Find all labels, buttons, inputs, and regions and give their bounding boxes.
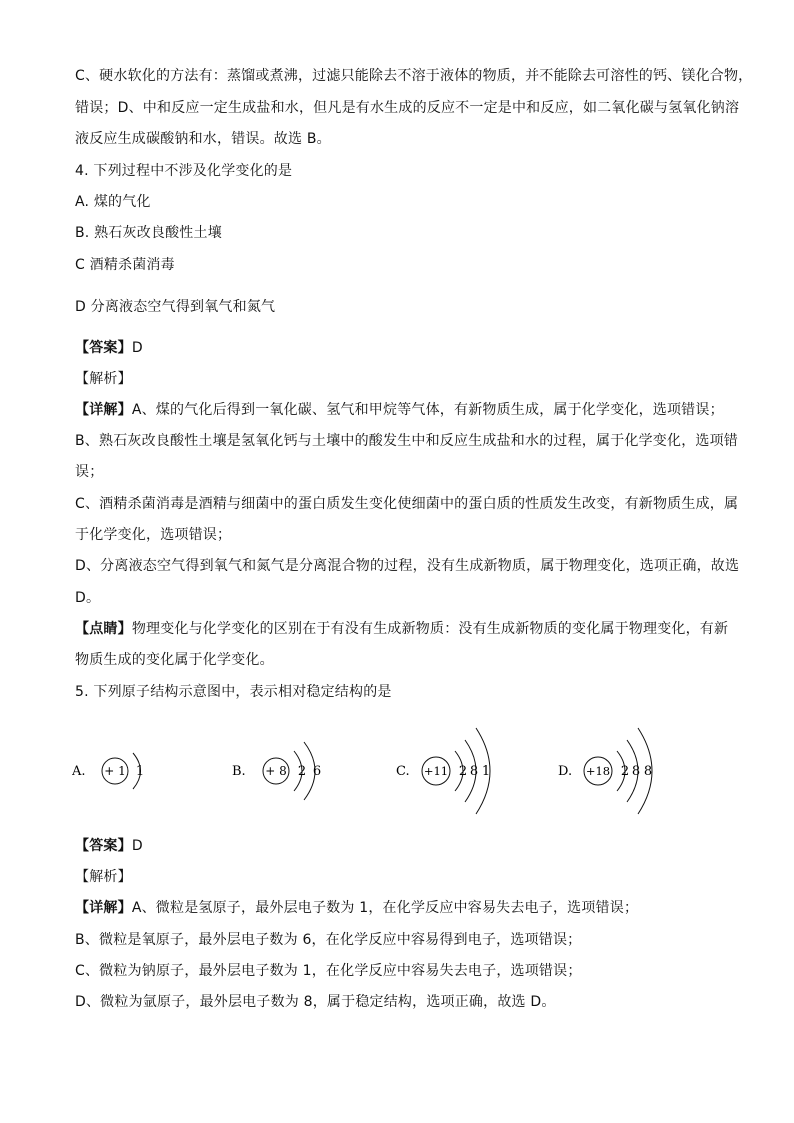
answer-tag: 【答案】 bbox=[75, 838, 132, 854]
shell-electron-count: 2 bbox=[458, 764, 468, 779]
nucleus-charge: + 8 bbox=[265, 764, 287, 778]
q4-detail-line-2: B、熟石灰改良酸性土壤是氢氧化钙与土壤中的酸发生中和反应生成盐和水的过程，属于化学变化，选项错 bbox=[75, 433, 739, 449]
atom-diagram-b bbox=[232, 722, 342, 822]
shell-electron-count: 1 bbox=[481, 764, 491, 779]
q4-detail-line-3: 误； bbox=[75, 464, 104, 480]
shell-electron-count: 8 bbox=[469, 764, 479, 779]
shell-electron-count: 1 bbox=[135, 764, 145, 779]
q4-detail-line-6: D、分离液态空气得到氧气和氮气是分离混合物的过程，没有生成新物质，属于物理变化，选项正确，故选 bbox=[75, 558, 740, 574]
shell-electron-count: 8 bbox=[631, 764, 641, 779]
nucleus-charge: +18 bbox=[585, 764, 611, 778]
q5-answer bbox=[75, 836, 143, 856]
q4-detail-line-4: C、酒精杀菌消毒是酒精与细菌中的蛋白质发生变化使细菌中的蛋白质的性质发生改变，有新物质生成，属 bbox=[75, 496, 739, 512]
q5-detail-line-4: D、微粒为氩原子，最外层电子数为 8，属于稳定结构，选项正确，故选 D。 bbox=[75, 994, 556, 1010]
q5-stem: 5. 下列原子结构示意图中，表示相对稳定结构的是 bbox=[75, 684, 392, 700]
q4-option-d: D 分离液态空气得到氧气和氮气 bbox=[75, 299, 276, 315]
detail-tag: 【详解】 bbox=[75, 402, 132, 418]
atom-label: B. bbox=[232, 764, 246, 779]
detail-text: A、煤的气化后得到一氧化碳、氢气和甲烷等气体，有新物质生成，属于化学变化，选项错误； bbox=[131, 402, 724, 418]
point-text: 物理变化与化学变化的区别在于有没有生成新物质：没有生成新物质的变化属于物理变化，有新 bbox=[131, 621, 729, 637]
atom-diagram-a bbox=[72, 722, 162, 822]
atom-label: C. bbox=[396, 764, 410, 779]
atom-label: A. bbox=[72, 764, 86, 779]
q4-option-c: C 酒精杀菌消毒 bbox=[75, 257, 175, 273]
q5-detail-line-2: B、微粒是氧原子，最外层电子数为 6，在化学反应中容易得到电子，选项错误； bbox=[75, 932, 582, 948]
prev-analysis-line-1: C、硬水软化的方法有：蒸馏或煮沸，过滤只能除去不溶于液体的物质，并不能除去可溶性的钙、镁化合物， bbox=[75, 68, 753, 84]
shell-electron-count: 2 bbox=[297, 764, 307, 779]
q5-analysis-tag: 【解析】 bbox=[75, 869, 132, 885]
point-tag: 【点睛】 bbox=[75, 621, 132, 637]
answer-value: D bbox=[131, 838, 143, 854]
q5-detail-line-1 bbox=[75, 898, 638, 918]
prev-analysis-line-3: 液反应生成碳酸钠和水，错误。故选 B。 bbox=[75, 131, 331, 147]
q4-point-line-2: 物质生成的变化属于化学变化。 bbox=[75, 652, 274, 668]
q4-stem: 4. 下列过程中不涉及化学变化的是 bbox=[75, 163, 293, 179]
answer-value: D bbox=[131, 340, 143, 356]
q4-answer bbox=[75, 338, 143, 358]
prev-analysis-line-2: 错误；D、中和反应一定生成盐和水，但凡是有水生成的反应不一定是中和反应，如二氧化碳与氢氧化钠溶 bbox=[75, 100, 740, 116]
atom-diagram-d bbox=[558, 722, 678, 822]
q4-analysis-tag: 【解析】 bbox=[75, 371, 132, 387]
q4-option-b: B. 熟石灰改良酸性土壤 bbox=[75, 225, 222, 241]
q5-detail-line-3: C、微粒为钠原子，最外层电子数为 1，在化学反应中容易失去电子，选项错误； bbox=[75, 963, 582, 979]
nucleus-charge: +11 bbox=[423, 764, 449, 778]
answer-tag: 【答案】 bbox=[75, 340, 132, 356]
shell-electron-count: 6 bbox=[312, 764, 322, 779]
detail-text: A、微粒是氢原子，最外层电子数为 1，在化学反应中容易失去电子，选项错误； bbox=[131, 900, 639, 916]
q4-option-a: A. 煤的气化 bbox=[75, 194, 151, 210]
q4-detail-line-7: D。 bbox=[75, 590, 101, 606]
atom-label: D. bbox=[558, 764, 573, 779]
detail-tag: 【详解】 bbox=[75, 900, 132, 916]
nucleus-charge: + 1 bbox=[104, 764, 126, 778]
q4-detail-line-1 bbox=[75, 400, 724, 420]
shell-electron-count: 8 bbox=[643, 764, 653, 779]
q4-point-line-1 bbox=[75, 619, 728, 639]
shell-electron-count: 2 bbox=[620, 764, 630, 779]
atom-diagram-c bbox=[396, 722, 516, 822]
q4-detail-line-5: 于化学变化，选项错误； bbox=[75, 527, 232, 543]
